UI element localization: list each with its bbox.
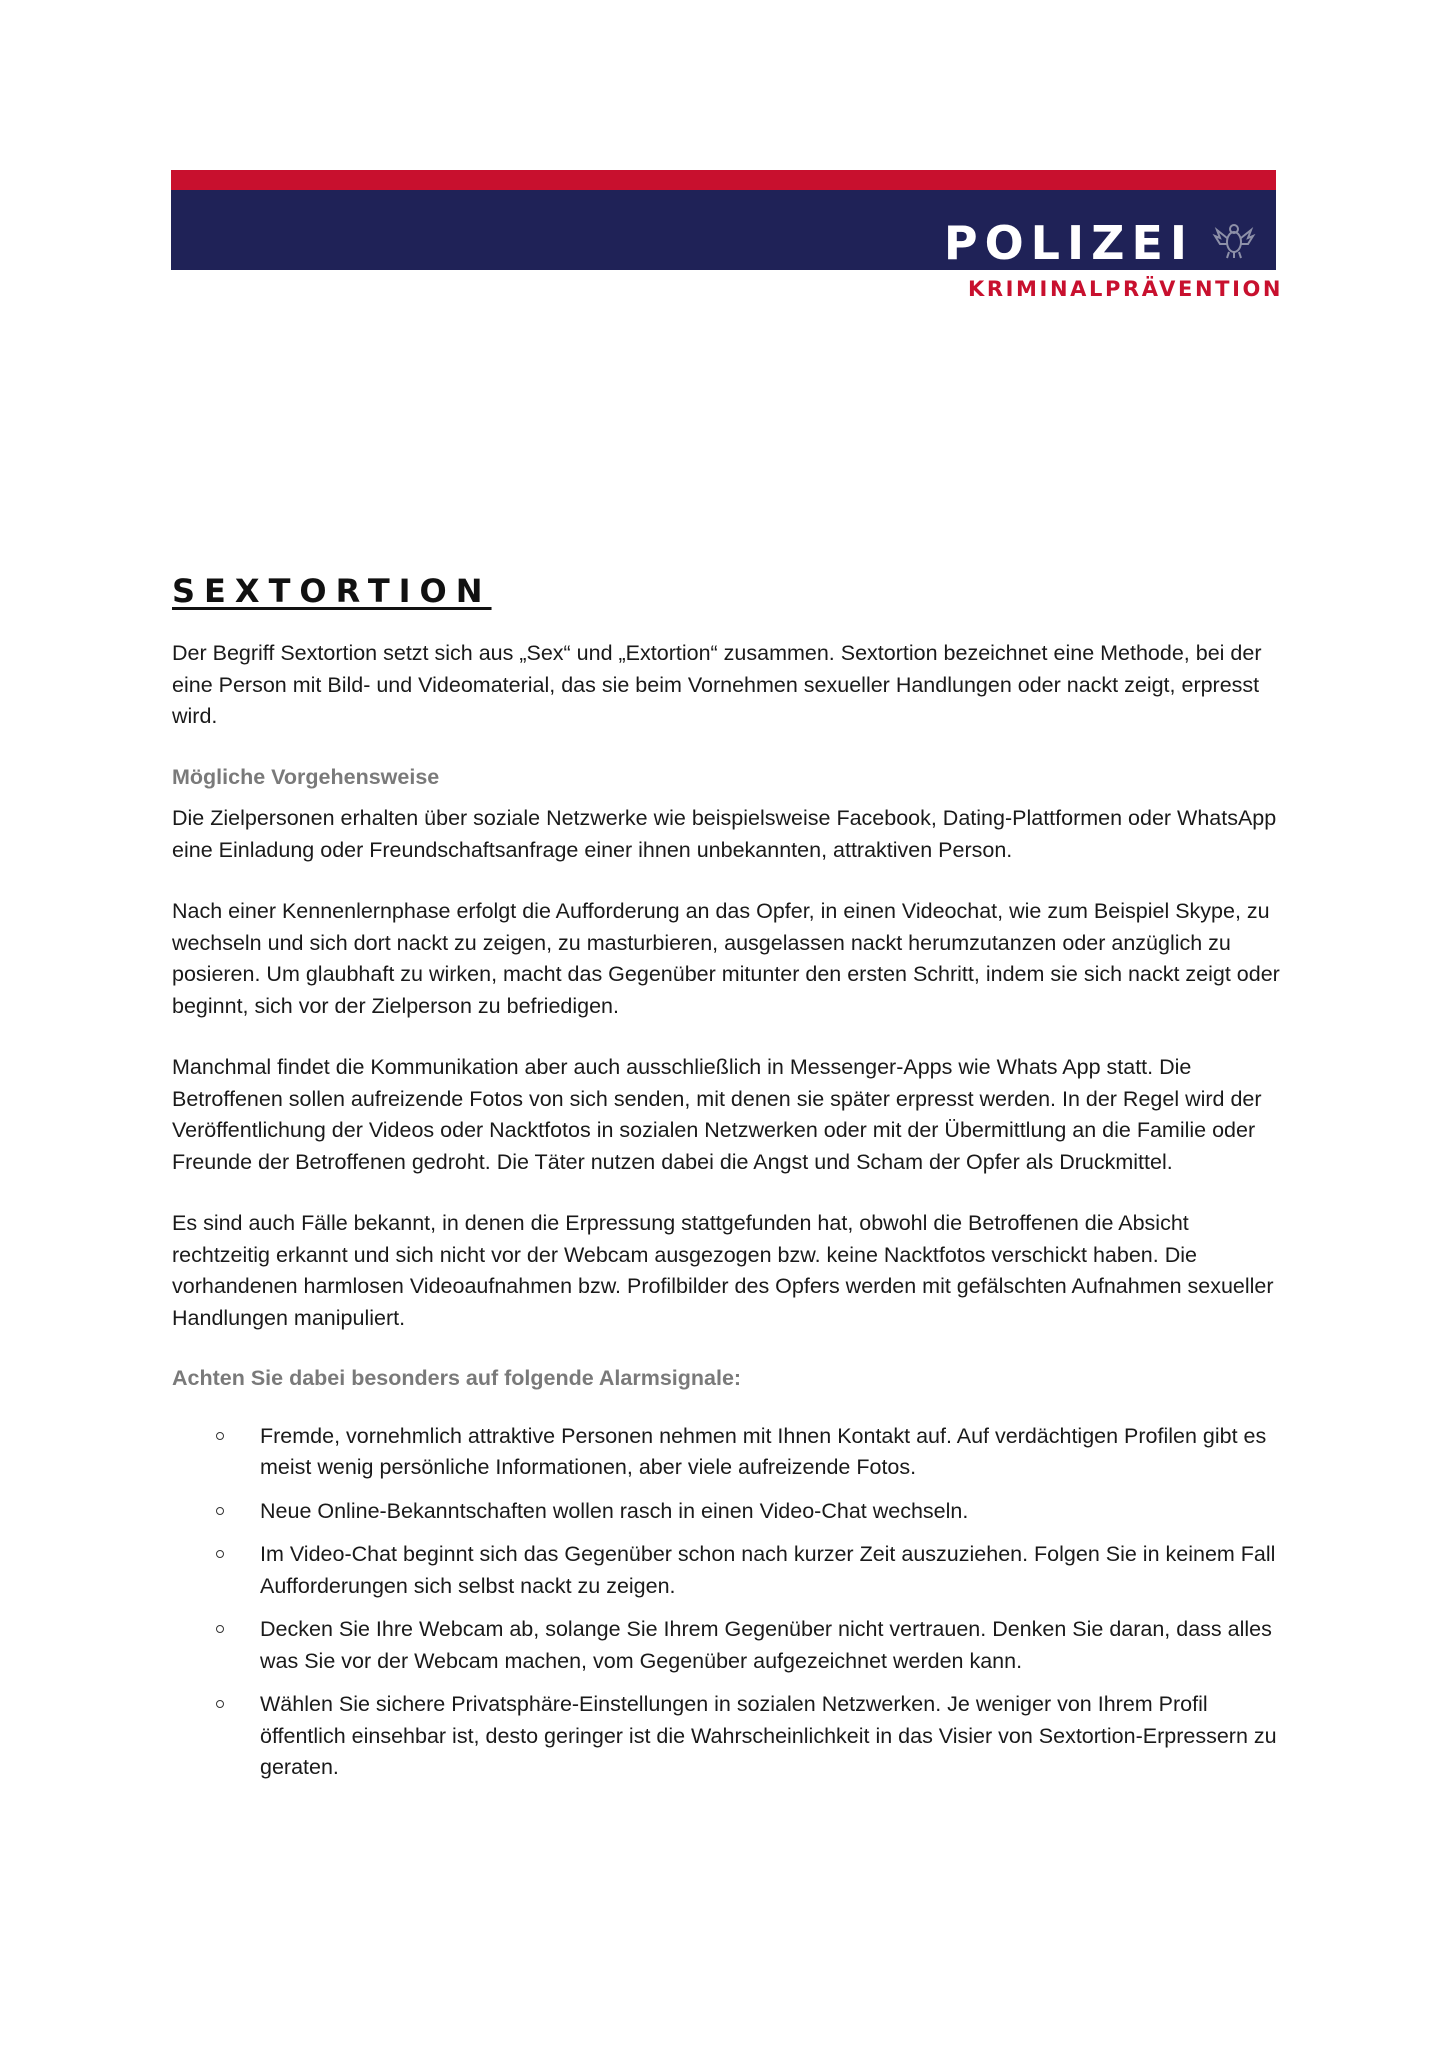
hollow-circle-bullet-icon	[216, 1550, 224, 1558]
hollow-circle-bullet-icon	[216, 1507, 224, 1515]
approach-paragraph: Manchmal findet die Kommunikation aber auch ausschließlich in Messenger-Apps wie Whats App statt. Die Betroffenen sollen aufreizende Fotos von sich senden, mit denen sie später erpresst werden. In der Regel wird der Veröffentlichung der Videos oder Nacktfotos in sozialen Netzwerken oder mit der Übermittlung an die Familie oder Freunde der Betroffenen gedroht. Die Täter nutzen dabei die Angst und Scham der Opfer als Druckmittel.	[172, 1055, 1262, 1174]
alarm-list-item	[172, 1496, 1282, 1528]
hollow-circle-bullet-icon	[216, 1432, 224, 1440]
banner-red-stripe	[171, 170, 1276, 190]
alarm-list-item	[172, 1539, 1282, 1602]
document-title: SEXTORTION	[172, 572, 492, 610]
approach-paragraph: Nach einer Kennenlernphase erfolgt die Aufforderung an das Opfer, in einen Videochat, wie zum Beispiel Skype, zu wechseln und sich dort nackt zu zeigen, zu masturbieren, ausgelassen nackt herumzutanzen oder anzüglich zu posieren. Um glaubhaft zu wirken, macht das Gegenüber mitunter den ersten Schritt, indem sie sich nackt zeigt oder beginnt, sich vor der Zielperson zu befriedigen.	[172, 899, 1280, 1018]
alarm-list-item	[172, 1421, 1282, 1484]
approach-paragraph: Die Zielpersonen erhalten über soziale Netzwerke wie beispielsweise Facebook, Dating-Plattformen oder WhatsApp eine Einladung oder Freundschaftsanfrage einer ihnen unbekannten, attraktiven Person.	[172, 806, 1277, 862]
brand-wordmark: POLIZEI	[943, 216, 1194, 270]
subbrand-label: KRIMINALPRÄVENTION	[968, 277, 1284, 301]
approach-paragraph: Es sind auch Fälle bekannt, in denen die Erpressung stattgefunden hat, obwohl die Betroffenen die Absicht rechtzeitig erkannt und sich nicht vor der Webcam ausgezogen bzw. keine Nacktfotos verschickt haben. Die vorhandenen harmlosen Videoaufnahmen bzw. Profilbilder des Opfers werden mit gefälschten Aufnahmen sexueller Handlungen manipuliert.	[172, 1211, 1274, 1330]
banner-navy-bar	[171, 190, 1276, 270]
alarm-item-text: Im Video-Chat beginnt sich das Gegenüber schon nach kurzer Zeit auszuziehen. Folgen Sie in keinem Fall Aufforderungen sich selbst nackt zu zeigen.	[260, 1542, 1276, 1598]
alarm-list	[172, 1421, 1282, 1784]
alarm-list-item	[172, 1689, 1282, 1784]
alarm-list-item	[172, 1614, 1282, 1677]
alarm-item-text: Wählen Sie sichere Privatsphäre-Einstellungen in sozialen Netzwerken. Je weniger von Ihrem Profil öffentlich einsehbar ist, desto geringer ist die Wahrscheinlichkeit in das Visier von Sextortion-Erpressern zu geraten.	[260, 1692, 1277, 1779]
hollow-circle-bullet-icon	[216, 1625, 224, 1633]
alarm-heading: Achten Sie dabei besonders auf folgende Alarmsignale:	[172, 1366, 742, 1390]
approach-heading: Mögliche Vorgehensweise	[172, 764, 440, 789]
main-content	[172, 566, 1282, 1796]
hollow-circle-bullet-icon	[216, 1700, 224, 1708]
intro-paragraph: Der Begriff Sextortion setzt sich aus „Sex“ und „Extortion“ zusammen. Sextortion bezeichnet eine Methode, bei der eine Person mit Bild- und Videomaterial, das sie beim Vornehmen sexueller Handlungen oder nackt zeigt, erpresst wird.	[172, 641, 1262, 728]
alarm-item-text: Fremde, vornehmlich attraktive Personen nehmen mit Ihnen Kontakt auf. Auf verdächtigen Profilen gibt es meist wenig persönliche Informationen, aber viele aufreizende Fotos.	[260, 1423, 1267, 1479]
eagle-icon	[1212, 220, 1256, 260]
alarm-item-text: Neue Online-Bekanntschaften wollen rasch in einen Video-Chat wechseln.	[260, 1498, 969, 1523]
alarm-item-text: Decken Sie Ihre Webcam ab, solange Sie Ihrem Gegenüber nicht vertrauen. Denken Sie daran, dass alles was Sie vor der Webcam machen, vom Gegenüber aufgezeichnet werden kann.	[260, 1617, 1272, 1673]
header-banner	[171, 170, 1276, 270]
